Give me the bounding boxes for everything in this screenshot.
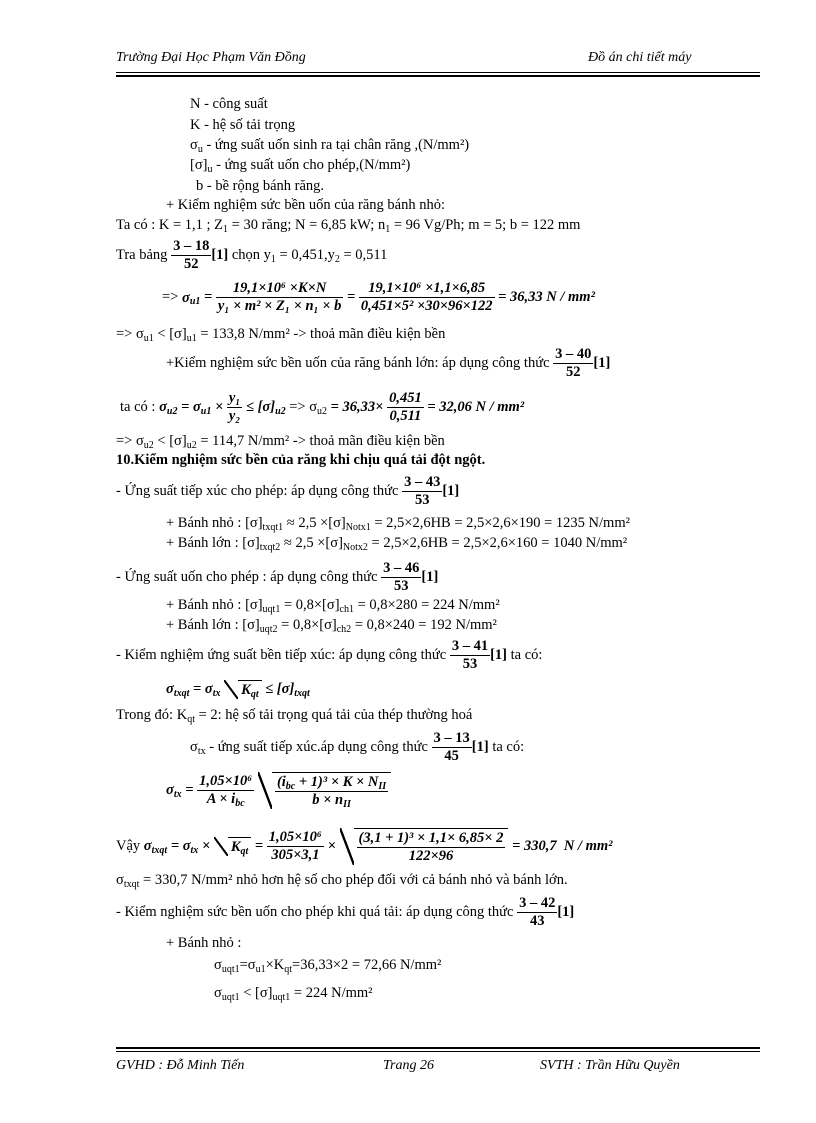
- line-sigma-uqt1-value: $\sigma_{uqt1}=\sigma_{u1}\times K_{qt}=36,33\times 2 = 72,66$ N/mm²: [214, 957, 442, 975]
- equation-sigma-txqt: $\sigma_{txqt} = \sigma_{tx}$ $K_{qt} \le [\sigma]_{txqt}$: [166, 681, 310, 701]
- line-sigma-u1-check: => $\sigma_{u1} < [\sigma]_{u1} = 133,8$ N/mm² -> thoả mãn điều kiện bền: [116, 326, 446, 344]
- line-sigma-txqt-conclusion: $\sigma_{txqt} = 330,7$ N/mm² nhỏ hơn hệ số cho phép đối với cả bánh nhỏ và bánh lớn.: [116, 872, 568, 890]
- line-small-gear-contact: + Bánh nhỏ : $[\sigma]_{txqt1} \approx 2,5 \times[\sigma]_{Notx1} = 2,5\times 2,6HB = 2,5\times 2,6\times 190 = 1235$ N/mm²: [166, 515, 630, 533]
- line-check-bending-overload: - Kiểm nghiệm sức bền uốn cho phép khi quá tải: áp dụng công thức $\frac{3 - 42}{43}$ [1]: [116, 895, 575, 929]
- line-table-lookup: Tra bảng $\frac{3 - 18}{52}$ [1] chọn $y_1 = 0,451,y_2 = 0,511$: [116, 238, 388, 272]
- line-k-definition: K - hệ số tải trọng: [190, 117, 296, 133]
- line-b-definition: b - bề rộng bánh răng.: [196, 178, 325, 194]
- line-sigma-uqt1-check: $\sigma_{uqt1} < [\sigma]_{uqt1} = 224$ N/mm²: [214, 985, 373, 1003]
- equation-sigma-u2: ta có : $\sigma_{u2} = \sigma_{u1}$ × $\frac{\text{y₁}}{\text{y₂}}$ ≤ $[\sigma]_{u2} => \sigma_{u2} = 36,33\times$ $\frac{0,451}{0,511}$ = 32,06 N / mm²: [120, 390, 525, 424]
- line-large-gear-contact: + Bánh lớn : $[\sigma]_{txqt2} \approx 2,5 \times[\sigma]_{Notx2} = 2,5\times 2,6HB = 2,5\times 2,6\times 160 = 1040$ N/mm²: [166, 535, 628, 553]
- line-allowable-sigma-u-definition: $[\sigma]_u$ - ứng suất uốn cho phép,(N/mm²): [190, 157, 411, 175]
- footer-student: SVTH : Trần Hữu Quyền: [540, 1058, 680, 1073]
- equation-sigma-txqt-value: Vậy $\sigma_{txqt} = \sigma_{tx} \times K_{qt}$ = $\frac{\text{1,05×10⁶}}{305\times 3,1}$ × $\frac{\text{(3,1 + 1)³ × 1,1× 6,85× 2}}{122\times 96}$ = 330,7 N / mm²: [116, 829, 613, 864]
- line-bending-stress-allowable: - Ứng suất uốn cho phép : áp dụng công thức $\frac{3 - 46}{53}$ [1]: [116, 560, 439, 594]
- header-rule: [116, 72, 760, 77]
- line-sigma-u2-check: => $\sigma_{u2} < [\sigma]_{u2} = 114,7$ N/mm² -> thoả mãn điều kiện bền: [116, 433, 445, 451]
- line-check-contact-stress: - Kiểm nghiệm ứng suất bền tiếp xúc: áp dụng công thức $\frac{3 - 41}{53}$ [1] ta có:: [116, 638, 543, 672]
- footer-rule: [116, 1047, 760, 1052]
- header-school: Trường Đại Học Phạm Văn Đồng: [116, 50, 306, 65]
- line-sigma-u-definition: $\sigma_u$ - ứng suất uốn sinh ra tại chân răng ,(N/mm²): [190, 137, 470, 155]
- line-n-definition: N - công suất: [190, 96, 268, 112]
- equation-sigma-tx: $\sigma_{tx}$ = $\frac{\text{1,05×10⁶}}{A \times i_{bc}}$ $\frac{(i_{bc} + 1)^3 \times K \times N_{II}}{b \times n_{II}}$: [166, 772, 391, 809]
- line-check-large-gear: +Kiểm nghiệm sức bền uốn của răng bánh lớn: áp dụng công thức $\frac{3 - 40}{52}$ [1]: [166, 346, 611, 380]
- line-contact-stress-allowable: - Ứng suất tiếp xúc cho phép: áp dụng công thức $\frac{3 - 43}{53}$ [1]: [116, 474, 460, 508]
- table-ref-fraction: $\frac{3 - 18}{52}$: [173, 238, 210, 272]
- footer-supervisor: GVHD : Đỗ Minh Tiến: [116, 1058, 245, 1073]
- line-small-gear-bending: + Bánh nhỏ : $[\sigma]_{uqt1} = 0,8\times[\sigma]_{ch1} = 0,8\times 280 = 224$ N/mm²: [166, 597, 500, 615]
- section-title-overload: 10.Kiểm nghiệm sức bền của răng khi chịu quá tải đột ngột.: [116, 452, 486, 468]
- footer-page-number: Trang 26: [383, 1058, 434, 1073]
- header-subject: Đồ án chi tiết máy: [588, 50, 692, 65]
- line-small-gear-label: + Bánh nhỏ :: [166, 935, 242, 951]
- line-large-gear-bending: + Bánh lớn : $[\sigma]_{uqt2} = 0,8\times[\sigma]_{ch2} = 0,8\times 240 = 192$ N/mm²: [166, 617, 497, 635]
- line-kqt-definition: Trong đó: $K_{qt} = 2$: hệ số tải trọng quá tải của thép thường hoá: [116, 707, 473, 725]
- line-sigma-tx-definition: $\sigma_{tx}$ - ứng suất tiếp xúc.áp dụng công thức $\frac{3 - 13}{45}$ [1] ta có:: [190, 730, 525, 764]
- equation-sigma-u1: => $\sigma_{u1}$ = $\frac{\text{19,1×10⁶ ×K×N}}{\text{y₁ × m² × Z₁ × n₁ × b}}$ = $\frac{\text{19,1×10⁶ ×1,1×6,85}}{\text{0,451×5² ×30×96×122}}$ = 36,33 N / mm²: [162, 280, 595, 314]
- line-given-values: Ta có : K = 1,1 ; $Z_1 = 30$ răng; N = 6,85 kW; $n_1 = 96$ Vg/Ph; m = 5; b = 122 mm: [116, 217, 581, 235]
- line-check-small-gear: + Kiểm nghiệm sức bền uốn của răng bánh nhỏ:: [166, 197, 445, 213]
